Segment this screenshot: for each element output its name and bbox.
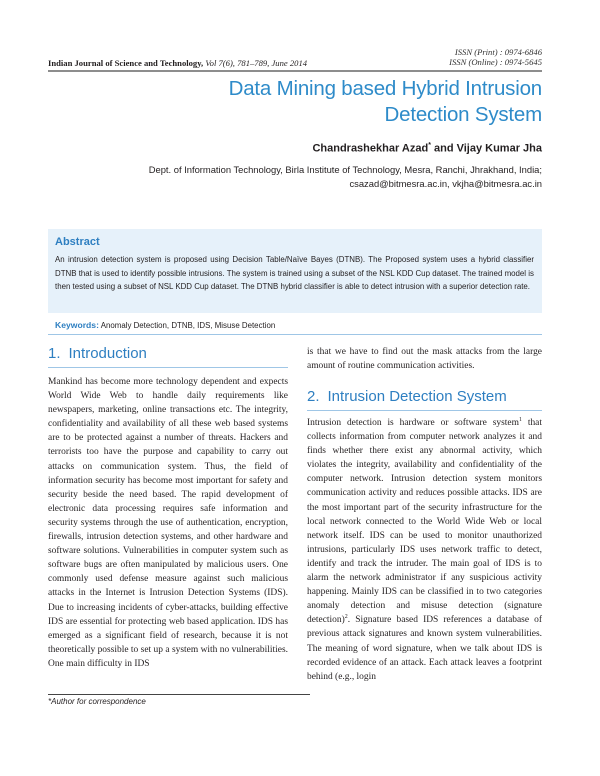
section-2-text-c: . Signature based IDS references a database of previous attack signatures and known system vulnerabilities. The meaning of word signature, when we talk about IDS is recorded evidence of an attack. Each attack leaves a footprint behind (e.g., login xyxy=(307,615,542,682)
section-1-underline xyxy=(48,367,288,368)
keywords-label: Keywords: xyxy=(55,320,99,330)
journal-name: Indian Journal of Science and Technology, xyxy=(48,58,204,68)
section-2-heading xyxy=(307,388,507,405)
affiliation xyxy=(22,163,542,191)
corresponding-mark: * xyxy=(428,142,431,149)
section-1-number: 1. xyxy=(48,345,61,362)
section-2-body xyxy=(307,416,542,684)
journal-citation xyxy=(48,58,307,68)
footnote: *Author for correspondence xyxy=(48,697,146,706)
abstract-divider xyxy=(48,334,542,335)
abstract-text: An intrusion detection system is proposed using Decision Table/Naïve Bayes (DTNB). The Proposed system uses a hybrid classifier DTNB that is used to identify possible intrusions. The system is trained using a subset of the NSL KDD Cup dataset. The trained model is then tested using a subset of NSL KDD Cup dataset. The DTNB hybrid classifier is able to detect intrusion with a superior detection rate. xyxy=(55,255,534,292)
issn-online: ISSN (Online) : 0974-5645 xyxy=(449,57,542,67)
citation-1: 1 xyxy=(518,416,522,423)
affiliation-line-1: Dept. of Information Technology, Birla Institute of Technology, Mesra, Ranchi, Jhrakhand, India; xyxy=(148,164,542,175)
author-2: and Vijay Kumar Jha xyxy=(433,142,542,155)
keywords-text: Anomaly Detection, DTNB, IDS, Misuse Detection xyxy=(100,321,276,330)
section-1-title: Introduction xyxy=(68,345,147,362)
title-line-2: Detection System xyxy=(384,103,542,126)
keywords xyxy=(55,320,275,330)
journal-details: Vol 7(6), 781–789, June 2014 xyxy=(205,58,308,68)
issn-print: ISSN (Print) : 0974-6846 xyxy=(454,47,542,57)
abstract-box xyxy=(48,229,542,313)
author-1: Chandrashekhar Azad xyxy=(312,142,429,155)
abstract-heading: Abstract xyxy=(55,236,100,248)
section-1-heading xyxy=(48,345,147,362)
section-2-text-b: that collects information from computer network analyzes it and finds whether there exist any abnormal activity, which violates the integrity, availability and confidentiality of the computer network. Intrusion detection system monitors communication activity and reduces possible attacks. IDS are the most important part of the security infrastructure for the local network connected to the World Wide Web or local network itself. IDS can be used to monitor unauthorized intrusions, particularly IDS uses network traffic to detect, identify and track the intruder. The main goal of IDS is to alarm the network administrator if any suspicious activity happening. Mainly IDS can be classified in to two categories anomaly detection and misuse detection (signature detection) xyxy=(307,418,542,626)
author-list xyxy=(312,142,542,155)
section-2-number: 2. xyxy=(307,388,320,405)
section-2-underline xyxy=(307,410,542,411)
issn-block xyxy=(342,47,542,67)
footnote-divider xyxy=(48,694,310,695)
section-2-text-a: Intrusion detection is hardware or software system xyxy=(307,418,519,428)
paper-title xyxy=(150,76,542,128)
citation-2: 2 xyxy=(344,614,348,621)
author-emails: csazad@bitmesra.ac.in, vkjha@bitmesra.ac.in xyxy=(349,178,542,189)
section-2-title: Intrusion Detection System xyxy=(327,388,507,405)
section-1-body: Mankind has become more technology dependent and expects World Wide Web to handle daily requirements like newspapers, marketing, online transactions etc. The integrity, confidentiality and availability of all these web based systems are to be protected against a number of threats. Hackers and terrorists too have the purpose and capability to carry out attacks on communication system. Thus, the field of information security has become most important for safety and security beside the need based. The rapid development of electronic data processing requires safe information and security systems through the use of authentication, encryption, firewalls, intrusion detection systems, and other hardware and software solutions. Vulnerabilities in computer system such as software bugs are often manipulated by malicious users. One commonly used defense measure against such malicious attacks in the Internet is Intrusion Detection Systems (IDS). Due to increasing incidents of cyber-attacks, building effective IDS are essential for protecting web based application. IDS has emerged as a significant field of research, because it is not theoretically possible to set up a system with no vulnerabilities. One main difficulty in IDS xyxy=(48,377,288,669)
header-divider xyxy=(48,70,542,72)
section-1-continued: is that we have to find out the mask attacks from the large amount of routine communication activities. xyxy=(307,347,542,372)
title-line-1: Data Mining based Hybrid Intrusion xyxy=(228,77,542,100)
